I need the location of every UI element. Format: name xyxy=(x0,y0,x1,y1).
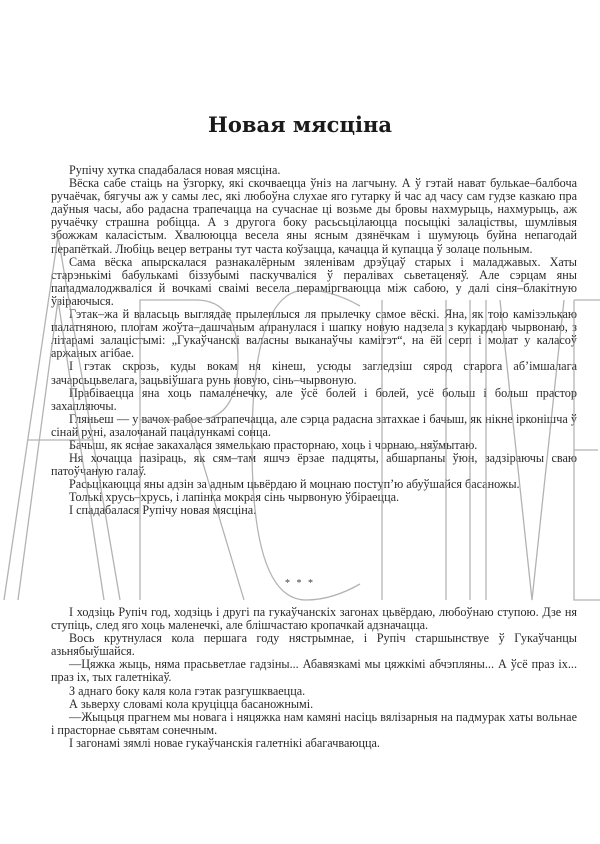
paragraph: Толькі хрусь–хрусь, і лапінка мокрая сінь чырвоную ўбіраецца. xyxy=(69,490,400,505)
paragraph: І спадабалася Рупічу новая мясціна. xyxy=(69,503,257,518)
paragraph: Прабіваецца яна хоць памаленечку, але ўсё болей і болей, усё больш і больш прастор захапляючы. xyxy=(51,385,577,413)
paragraph: Бачыш, як яснае закахалася зямелькаю прасторнаю, хоць і чорнаю, няўмытаю. xyxy=(69,437,478,452)
paragraph: Расьцікаюцца яны адзін за адным цьвёрдаю й моцнаю поступ’ю абуўшайся басаножы. xyxy=(69,477,520,492)
paragraph: Вось крутнулася кола першага году нястрымнае, і Рупіч старшынствуе ў Гукаўчанцы азьнябыўшайся. xyxy=(51,631,577,659)
paragraph: —Цяжка жыць, няма прасьветлае гадзіны... Абавязкамі мы цяжкімі абчэпляны... А ўсё праз іх... праз іх, тых галетнікаў. xyxy=(51,657,577,685)
paragraph: І гэтак скрозь, куды вокам ня кінеш, усюды загледзіш сярод старога аб’імшалага зачарсьцьвелага, зацьвіўшага рунь новую, сінь–чырвоную. xyxy=(51,359,577,387)
section-second xyxy=(51,606,577,750)
paragraph: Рупічу хутка спадабалася новая мясціна. xyxy=(69,163,281,177)
paragraph: —Жыцьця прагнем мы новага і няцяжка нам камяні насіць вялізарныя на падмурак хаты вольнае і прасторнае сьвятам сонечным. xyxy=(51,709,577,737)
paragraph: Гляньеш — у вачох рабое затрапечацца, але сэрца радасна затахкае і бачыш, як нікне ірконішча ў сінай руні, азалочанай пацалункамі сонца. xyxy=(51,411,577,439)
section-separator: * * * xyxy=(285,578,315,589)
section-first xyxy=(51,164,577,518)
paragraph: І загонамі зямлі новае гукаўчанскія галетнікі абагачваюцца. xyxy=(69,735,380,750)
page-title: Новая мясціна xyxy=(208,112,392,137)
paragraph: Сама вёска апырскалася разнакалёрным зяленівам дрэўцаў старых і маладжавых. Хаты старэнькімі бабулькамі біззубымі паскучваліся ў пералівах сьветаценяў. Але сэрцам яны пападмалоджваліся й вочкамі сваімі весела пераміргваюцца між сабою, у далі сіня–блакітную ўзіраючыся. xyxy=(51,254,577,308)
paragraph: Ня хочацца пазіраць, як сям–там яшчэ ёрзае падцяты, абшарпаны ўюн, задзіраючы сваю патоўчаную галаў. xyxy=(51,451,577,479)
paragraph: З аднаго боку каля кола гэтак разгушкваецца. xyxy=(69,683,306,698)
paragraph: І ходзіць Рупіч год, ходзіць і другі па гукаўчанскіх загонах цьвёрдаю, любоўнаю ступою. Дзе ня ступіць, след яго хоць маленечкі, але блішчастаю кропачкай адзначацца. xyxy=(51,605,577,633)
paragraph: Гэтак–жа й валасьць выглядае прылеплыся ля прылечку самое вёскі. Яна, як тою камізэлькаю палатняною, плотам жоўта–дашчаным апранулася і шапку новую надзела з кукардаю чырвонаю, з літарамі залацістымі: „Гукаўчанскі валасны выканаўчы камітэт“, на ёй серп і молат у каласоў аржаных агібае. xyxy=(51,307,577,361)
paragraph: Вёска сабе стаіць на ўзгорку, які скочваецца ўніз на лагчыну. А ў гэтай нават булькае–балбоча ручаёчак, бягучы аж у самы лес, які любоўна слухае яго гутарку й час ад часу сам гудзе казкаю пра даўныя часы, або радасна трапечацца на сучаснае ці возьме ды бровы нахмурыць, нахмурыць, аж ручаёчку страшна робіцца. А з другога боку расьсьцілаюцца посыцікі залаціствы, шумлівыя збожжам каласістым. Хвалююцца весела яны ясным дзянёчкам і шумуюць буйна непагодай перапёткай. Любіць вецер ветраны тут часта коўзацца, качацца й купацца ў золаце польным. xyxy=(51,176,577,256)
paragraph: А зьверху словамі кола круціцца басаножнымі. xyxy=(69,696,314,711)
